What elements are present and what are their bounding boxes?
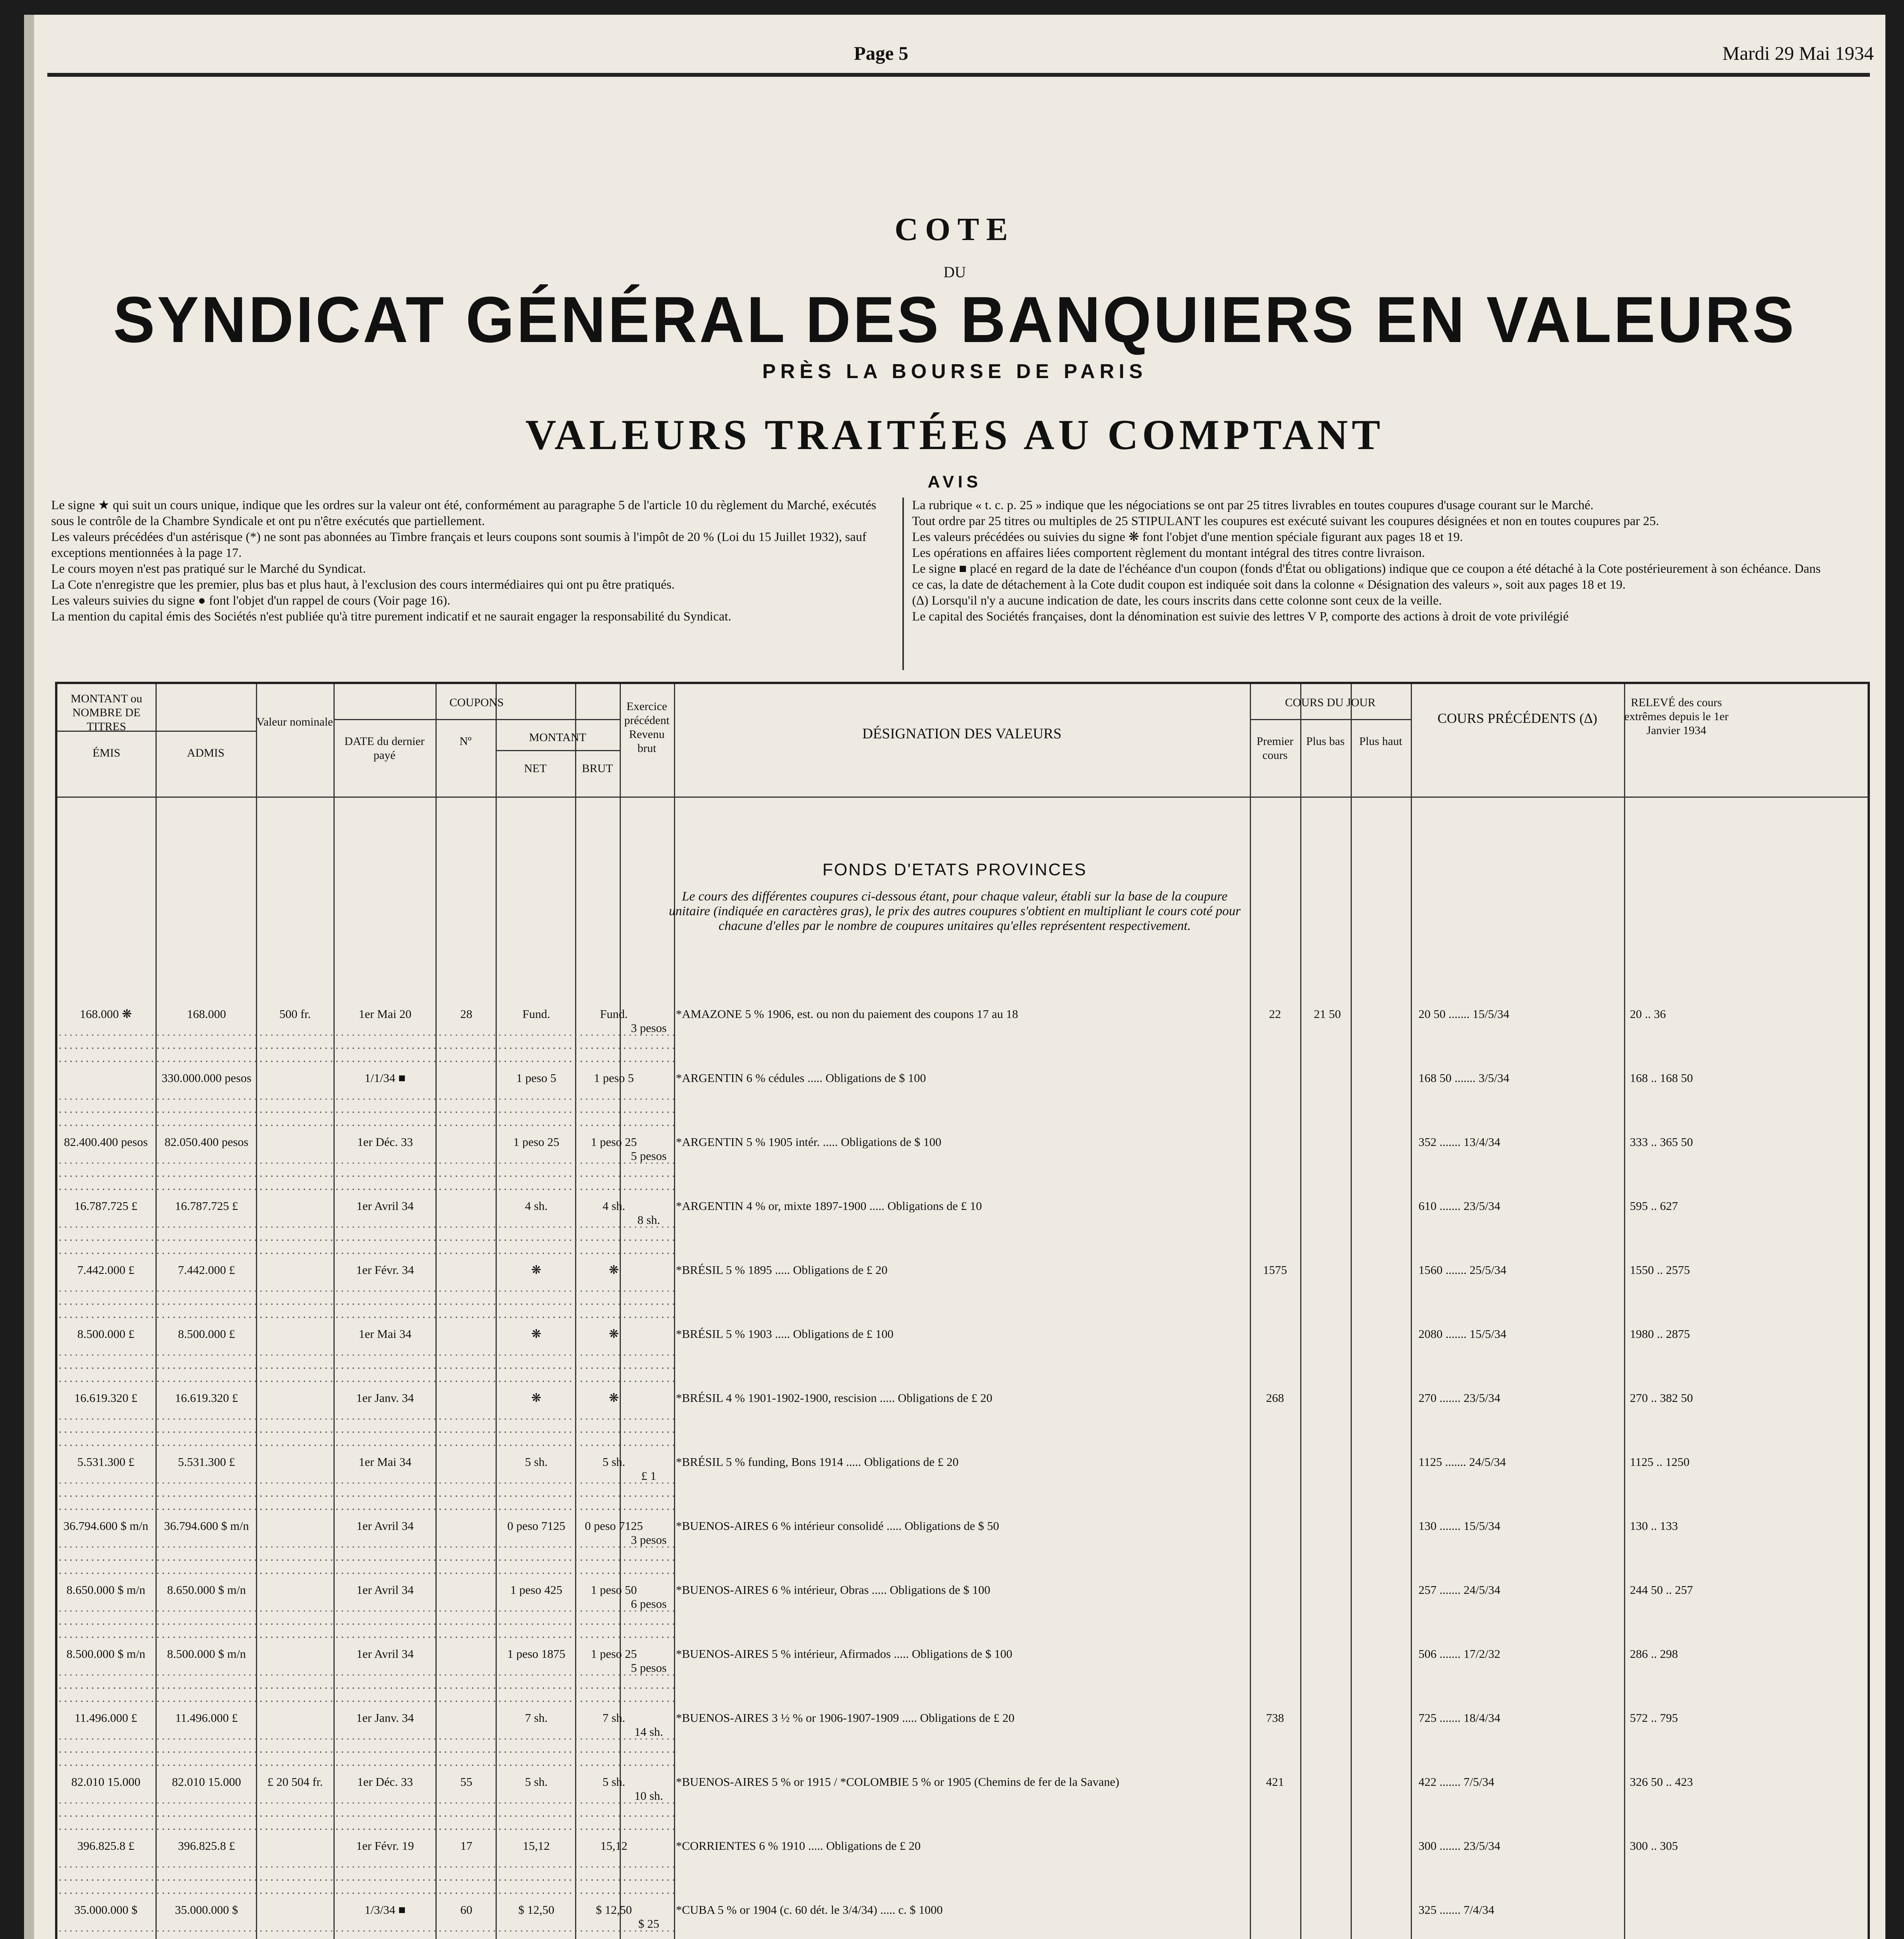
header-line [1250,719,1411,720]
dotted-leader [57,1930,674,1939]
dotted-leader [57,1099,674,1134]
previous-quote: 2080 ....... 15/5/34 [1418,1327,1507,1340]
coupon-net: Fund. [522,1008,550,1020]
previous-quote: 1560 ....... 25/5/34 [1418,1263,1507,1276]
section-intro: Le cours des différentes coupures ci-dessous étant, pour chaque valeur, établi sur la base de la coupure unitaire (indiquée en caractères gras), le prix des autres coupures s'obtient en multipliant le cours coté pour chacune d'elles par le nombre de coupures unitaires qu'elles représentent respectivement. [669,889,1241,933]
dotted-leader [57,1739,674,1773]
dotted-leader [57,1675,674,1709]
coupon-brut: ❋ [609,1327,619,1340]
first-quote: 421 [1266,1775,1284,1788]
title-syndicat: SYNDICAT GÉNÉRAL DES BANQUIERS EN VALEURS [113,283,1797,356]
avis-note: Le signe ★ qui suit un cours unique, indique que les ordres sur la valeur ont été, conformément au paragraphe 5 de l'article 10 du règlement du Marché, exécutés sous le contrôle de la Chambre Syndicale et ont pu n'être exécutés que partiellement. [51,498,876,528]
amount-issued: 16.619.320 £ [74,1391,138,1404]
previous-revenue: 3 pesos [631,1533,667,1546]
avis-note: Le cours moyen n'est pas pratiqué sur le Marché du Syndicat. [51,562,366,576]
coupon-brut: 1 peso 25 [591,1647,637,1660]
avis-note: La rubrique « t. c. p. 25 » indique que les négociations se ont par 25 titres livrables en toutes coupures d'usage courant sur le Marché. [912,498,1594,512]
security-designation: *BRÉSIL 5 % funding, Bons 1914 ..... Obligations de £ 20 [676,1455,959,1468]
hdr-montant-coupon: MONTANT [529,731,586,744]
range-1934: 130 .. 133 [1630,1519,1678,1532]
amount-issued: 7.442.000 £ [77,1263,135,1276]
table-row [57,1391,1868,1419]
hdr-designation: DÉSIGNATION DES VALEURS [862,726,1062,742]
range-1934: 20 .. 36 [1630,1008,1666,1020]
coupon-date: 1er Févr. 19 [356,1839,414,1852]
security-designation: *BRÉSIL 4 % 1901-1902-1900, rescision ..... Obligations de £ 20 [676,1391,992,1404]
amount-admitted: 168.000 [187,1008,226,1020]
security-designation: *CUBA 5 % or 1904 (c. 60 dét. le 3/4/34) ..... c. $ 1000 [676,1903,943,1916]
previous-quote: 130 ....... 15/5/34 [1418,1519,1500,1532]
hdr-exercice: Exercice précédent Revenu brut [624,700,670,755]
avis-note: Les valeurs précédées ou suivies du signe ❋ font l'objet d'une mention spéciale figurant aux pages 18 et 19. [912,530,1463,544]
coupon-date: 1er Mai 34 [358,1327,412,1340]
amount-admitted: 8.500.000 $ m/n [167,1647,246,1660]
range-1934: 168 .. 168 50 [1630,1071,1693,1084]
range-1934: 244 50 .. 257 [1630,1583,1693,1596]
coupon-net: 7 sh. [525,1711,548,1724]
coupon-brut: 7 sh. [602,1711,625,1724]
security-designation: *ARGENTIN 4 % or, mixte 1897-1900 ..... Obligations de £ 10 [676,1199,982,1212]
amount-admitted: 330.000.000 pesos [161,1071,252,1084]
amount-issued: 36.794.600 $ m/n [63,1519,149,1532]
previous-revenue: 14 sh. [634,1725,663,1738]
table-row [57,1839,1868,1866]
header-line [333,719,620,720]
previous-quote: 1125 ....... 24/5/34 [1418,1455,1506,1468]
previous-quote: 325 ....... 7/4/34 [1418,1903,1495,1916]
range-1934: 572 .. 795 [1630,1711,1678,1724]
title-cote: COTE [894,211,1015,247]
previous-revenue: 5 pesos [631,1661,667,1674]
coupon-date: 1er Avril 34 [356,1519,414,1532]
amount-admitted: 7.442.000 £ [178,1263,235,1276]
table-row [57,1903,1868,1930]
previous-revenue: 5 pesos [631,1149,667,1162]
coupon-net: 5 sh. [525,1455,548,1468]
dotted-leader [57,1419,674,1453]
security-designation: *ARGENTIN 5 % 1905 intér. ..... Obligations de $ 100 [676,1135,942,1148]
security-designation: *BUENOS-AIRES 6 % intérieur consolidé ..... Obligations de $ 50 [676,1519,999,1532]
table-row [57,1199,1868,1227]
avis-note: Les opérations en affaires liées comportent règlement du montant intégral des titres contre livraison. [912,546,1425,560]
previous-quote: 610 ....... 23/5/34 [1418,1199,1500,1212]
dotted-leader [57,1547,674,1581]
hdr-emis: ÉMIS [92,747,121,759]
avis-left [51,498,897,625]
avis-note: La Cote n'enregistre que les premier, plus bas et plus haut, à l'exclusion des cours intermédiaires qui ont pu être pratiqués. [51,578,675,592]
coupon-net: 1 peso 1875 [507,1647,565,1660]
left-binding-edge [24,15,34,1939]
security-designation: *ARGENTIN 6 % cédules ..... Obligations de $ 100 [676,1071,926,1084]
coupon-net: $ 12,50 [518,1903,555,1916]
hdr-brut: BRUT [582,762,613,775]
range-1934: 1550 .. 2575 [1630,1263,1690,1276]
amount-issued: 8.500.000 £ [77,1327,135,1340]
amount-admitted: 16.787.725 £ [175,1199,238,1212]
coupon-brut: ❋ [609,1391,619,1404]
nominal-value: £ 20 504 fr. [267,1775,323,1788]
header-rule [47,73,1870,77]
page-label: Page 5 [854,42,909,64]
page-date: Mardi 29 Mai 1934 [1722,42,1874,64]
hdr-no: Nº [460,735,472,748]
amount-admitted: 11.496.000 £ [175,1711,238,1724]
amount-admitted: 82.010 15.000 [172,1775,241,1788]
coupon-net: 5 sh. [525,1775,548,1788]
first-quote: 1575 [1263,1263,1287,1276]
table-row [57,1071,1868,1099]
dotted-leader [57,1163,674,1198]
table-row [57,1135,1868,1163]
dotted-leader [57,1035,674,1070]
header-line [496,750,620,751]
coupon-date: 1er Avril 34 [356,1199,414,1212]
coupon-date: 1er Avril 34 [356,1647,414,1660]
table-row [57,1455,1868,1483]
amount-issued: 11.496.000 £ [74,1711,137,1724]
title-avis: AVIS [928,472,982,491]
dotted-leader [57,1483,674,1517]
amount-issued: 16.787.725 £ [74,1199,138,1212]
amount-admitted: 396.825.8 £ [178,1839,235,1852]
coupon-net: 15,12 [523,1839,550,1852]
previous-revenue: 3 pesos [631,1021,667,1034]
coupon-date: 1er Janv. 34 [356,1711,414,1724]
quote-rows [57,1008,1868,1939]
table-row [57,1775,1868,1802]
coupon-brut: 5 sh. [602,1775,625,1788]
previous-quote: 257 ....... 24/5/34 [1418,1583,1500,1596]
coupon-brut: 5 sh. [602,1455,625,1468]
coupon-date: 1er Mai 34 [358,1455,412,1468]
range-1934: 333 .. 365 50 [1630,1135,1693,1148]
section-title: FONDS D'ETATS PROVINCES [822,860,1087,879]
amount-admitted: 8.500.000 £ [178,1327,235,1340]
previous-quote: 168 50 ....... 3/5/34 [1418,1071,1510,1084]
coupon-brut: 15,12 [600,1839,627,1852]
coupon-brut: 4 sh. [602,1199,625,1212]
coupon-date: 1er Avril 34 [356,1583,414,1596]
dotted-leader [57,1227,674,1262]
title-bourse: PRÈS LA BOURSE DE PARIS [762,360,1147,383]
amount-issued: 8.500.000 $ m/n [66,1647,145,1660]
avis-note: Tout ordre par 25 titres ou multiples de 25 STIPULANT les coupures est exécuté suivant les coupures désignées et non en toutes coupures par 25. [912,514,1659,528]
dotted-leader [57,1802,674,1837]
security-designation: *BUENOS-AIRES 3 ½ % or 1906-1907-1909 ..... Obligations de £ 20 [676,1711,1015,1724]
coupon-date: 1er Janv. 34 [356,1391,414,1404]
hdr-plus-bas: Plus bas [1306,735,1345,748]
hdr-admis: ADMIS [187,747,225,759]
security-designation: *BRÉSIL 5 % 1903 ..... Obligations de £ 100 [676,1327,894,1340]
coupon-brut: 0 peso 7125 [585,1519,643,1532]
avis-note: Les valeurs précédées d'un astérisque (*) ne sont pas abonnées au Timbre français et leurs coupons sont soumis à l'impôt de 20 % (Loi du 15 Juillet 1932), sauf exceptions mentionnées à la page 17. [51,530,867,560]
previous-revenue: 8 sh. [637,1213,660,1226]
hdr-valeur: Valeur nominale [256,715,333,728]
range-1934: 270 .. 382 50 [1630,1391,1693,1404]
amount-admitted: 36.794.600 $ m/n [164,1519,249,1532]
coupon-brut: 1 peso 5 [594,1071,634,1084]
coupon-date: 1er Déc. 33 [357,1775,413,1788]
header-bottom-line [57,797,1868,798]
hdr-plus-haut: Plus haut [1359,735,1402,748]
newspaper-page [24,15,1885,1939]
coupon-date: 1/3/34 ■ [365,1903,406,1916]
coupon-net: 4 sh. [525,1199,548,1212]
security-designation: *CORRIENTES 6 % 1910 ..... Obligations de £ 20 [676,1839,921,1852]
previous-quote: 20 50 ....... 15/5/34 [1418,1008,1510,1020]
first-quote: 738 [1266,1711,1284,1724]
coupon-net: ❋ [531,1327,541,1340]
table-row [57,1327,1868,1355]
avis-note: Les valeurs suivies du signe ● font l'objet d'un rappel de cours (Voir page 16). [51,594,451,608]
avis-note: Le capital des Sociétés françaises, dont la dénomination est suivie des lettres V P, comporte des actions à droit de vote privilégié [912,610,1569,624]
coupon-net: ❋ [531,1391,541,1404]
previous-revenue: 10 sh. [634,1789,663,1802]
low-quote: 21 50 [1314,1008,1341,1020]
amount-admitted: 5.531.300 £ [178,1455,235,1468]
first-quote: 268 [1266,1391,1284,1404]
coupon-number: 17 [460,1839,472,1852]
amount-issued: 82.010 15.000 [71,1775,141,1788]
amount-issued: 396.825.8 £ [77,1839,135,1852]
previous-quote: 270 ....... 23/5/34 [1418,1391,1500,1404]
title-du: DU [943,263,966,281]
coupon-net: 1 peso 25 [513,1135,560,1148]
hdr-montant: MONTANT ou NOMBRE DE TITRES [71,692,142,733]
hdr-releve: RELEVÉ des cours extrêmes depuis le 1er Janvier 1934 [1624,696,1729,737]
amount-issued: 8.650.000 $ m/n [66,1583,145,1596]
coupon-net: 0 peso 7125 [507,1519,565,1532]
hdr-net: NET [524,762,547,775]
title-valeurs-comptant: VALEURS TRAITÉES AU COMPTANT [525,411,1384,458]
coupon-net: ❋ [531,1263,541,1276]
avis-separator [902,498,904,670]
coupon-net: 1 peso 425 [510,1583,563,1596]
previous-quote: 300 ....... 23/5/34 [1418,1839,1500,1852]
coupon-date: 1er Déc. 33 [357,1135,413,1148]
table-row [57,1711,1868,1739]
coupon-brut: 1 peso 25 [591,1135,637,1148]
avis-note: La mention du capital émis des Sociétés n'est publiée qu'à titre purement indicatif et ne saurait engager la responsabilité du Syndicat. [51,610,731,624]
coupon-date: 1er Févr. 34 [356,1263,414,1276]
coupon-brut: ❋ [609,1263,619,1276]
amount-issued: 5.531.300 £ [77,1455,135,1468]
range-1934: 300 .. 305 [1630,1839,1678,1852]
table-row [57,1647,1868,1675]
table-row [57,1008,1868,1035]
amount-admitted: 35.000.000 $ [175,1903,238,1916]
previous-quote: 725 ....... 18/4/34 [1418,1711,1500,1724]
previous-quote: 506 ....... 17/2/32 [1418,1647,1500,1660]
amount-admitted: 16.619.320 £ [175,1391,238,1404]
hdr-precedents: COURS PRÉCÉDENTS (∆) [1437,710,1598,726]
previous-quote: 422 ....... 7/5/34 [1418,1775,1495,1788]
coupon-date: 1er Mai 20 [358,1008,412,1020]
range-1934: 286 .. 298 [1630,1647,1678,1660]
coupon-brut: 1 peso 50 [591,1583,637,1596]
hdr-coupons: COUPONS [449,696,504,709]
security-designation: *BUENOS-AIRES 5 % or 1915 / *COLOMBIE 5 % or 1905 (Chemins de fer de la Savane) [676,1775,1120,1788]
security-designation: *AMAZONE 5 % 1906, est. ou non du paiement des coupons 17 au 18 [676,1008,1018,1020]
first-quote: 22 [1269,1008,1281,1020]
hdr-cours-jour: COURS DU JOUR [1285,696,1376,709]
nominal-value: 500 fr. [279,1008,311,1020]
coupon-number: 60 [460,1903,472,1916]
security-designation: *BUENOS-AIRES 6 % intérieur, Obras ..... Obligations de $ 100 [676,1583,990,1596]
hdr-premier: Premier cours [1256,735,1294,762]
dotted-leader [57,1611,674,1645]
previous-revenue: £ 1 [641,1469,657,1482]
amount-issued: 35.000.000 $ [74,1903,138,1916]
previous-revenue: 6 pesos [631,1597,667,1610]
previous-quote: 352 ....... 13/4/34 [1418,1135,1500,1148]
coupon-brut: Fund. [600,1008,628,1020]
table-row [57,1519,1868,1547]
amount-issued: 168.000 ❋ [79,1008,132,1020]
dotted-leader [57,1866,674,1901]
dotted-leader [57,1291,674,1326]
avis-right [912,498,1835,625]
table-row [57,1583,1868,1611]
amount-admitted: 82.050.400 pesos [164,1135,249,1148]
coupon-brut: $ 12,50 [596,1903,632,1916]
coupon-date: 1/1/34 ■ [365,1071,406,1084]
coupon-net: 1 peso 5 [516,1071,556,1084]
avis-note: Le signe ■ placé en regard de la date de l'échéance d'un coupon (fonds d'État ou obligations) indique que ce coupon a été détaché à la Cote postérieurement à son échéance. Dans ce cas, la date de détachement à la Cote dudit coupon est indiquée soit dans la colonne « Désignation des valeurs », soit aux pages 18 et 19. [912,562,1821,592]
amount-issued: 82.400.400 pesos [64,1135,148,1148]
coupon-number: 55 [460,1775,472,1788]
dotted-leader [57,1355,674,1389]
range-1934: 595 .. 627 [1630,1199,1678,1212]
amount-admitted: 8.650.000 $ m/n [167,1583,246,1596]
range-1934: 326 50 .. 423 [1630,1775,1693,1788]
hdr-date: DATE du dernier payé [344,735,425,762]
coupon-number: 28 [460,1008,472,1020]
table-row [57,1263,1868,1291]
previous-revenue: $ 25 [638,1917,660,1930]
security-designation: *BRÉSIL 5 % 1895 ..... Obligations de £ 20 [676,1263,888,1276]
range-1934: 1980 .. 2875 [1630,1327,1690,1340]
avis-note: (∆) Lorsqu'il n'y a aucune indication de date, les cours inscrits dans cette colonne sont ceux de la veille. [912,594,1442,608]
range-1934: 1125 .. 1250 [1630,1455,1690,1468]
security-designation: *BUENOS-AIRES 5 % intérieur, Afirmados ..... Obligations de $ 100 [676,1647,1012,1660]
